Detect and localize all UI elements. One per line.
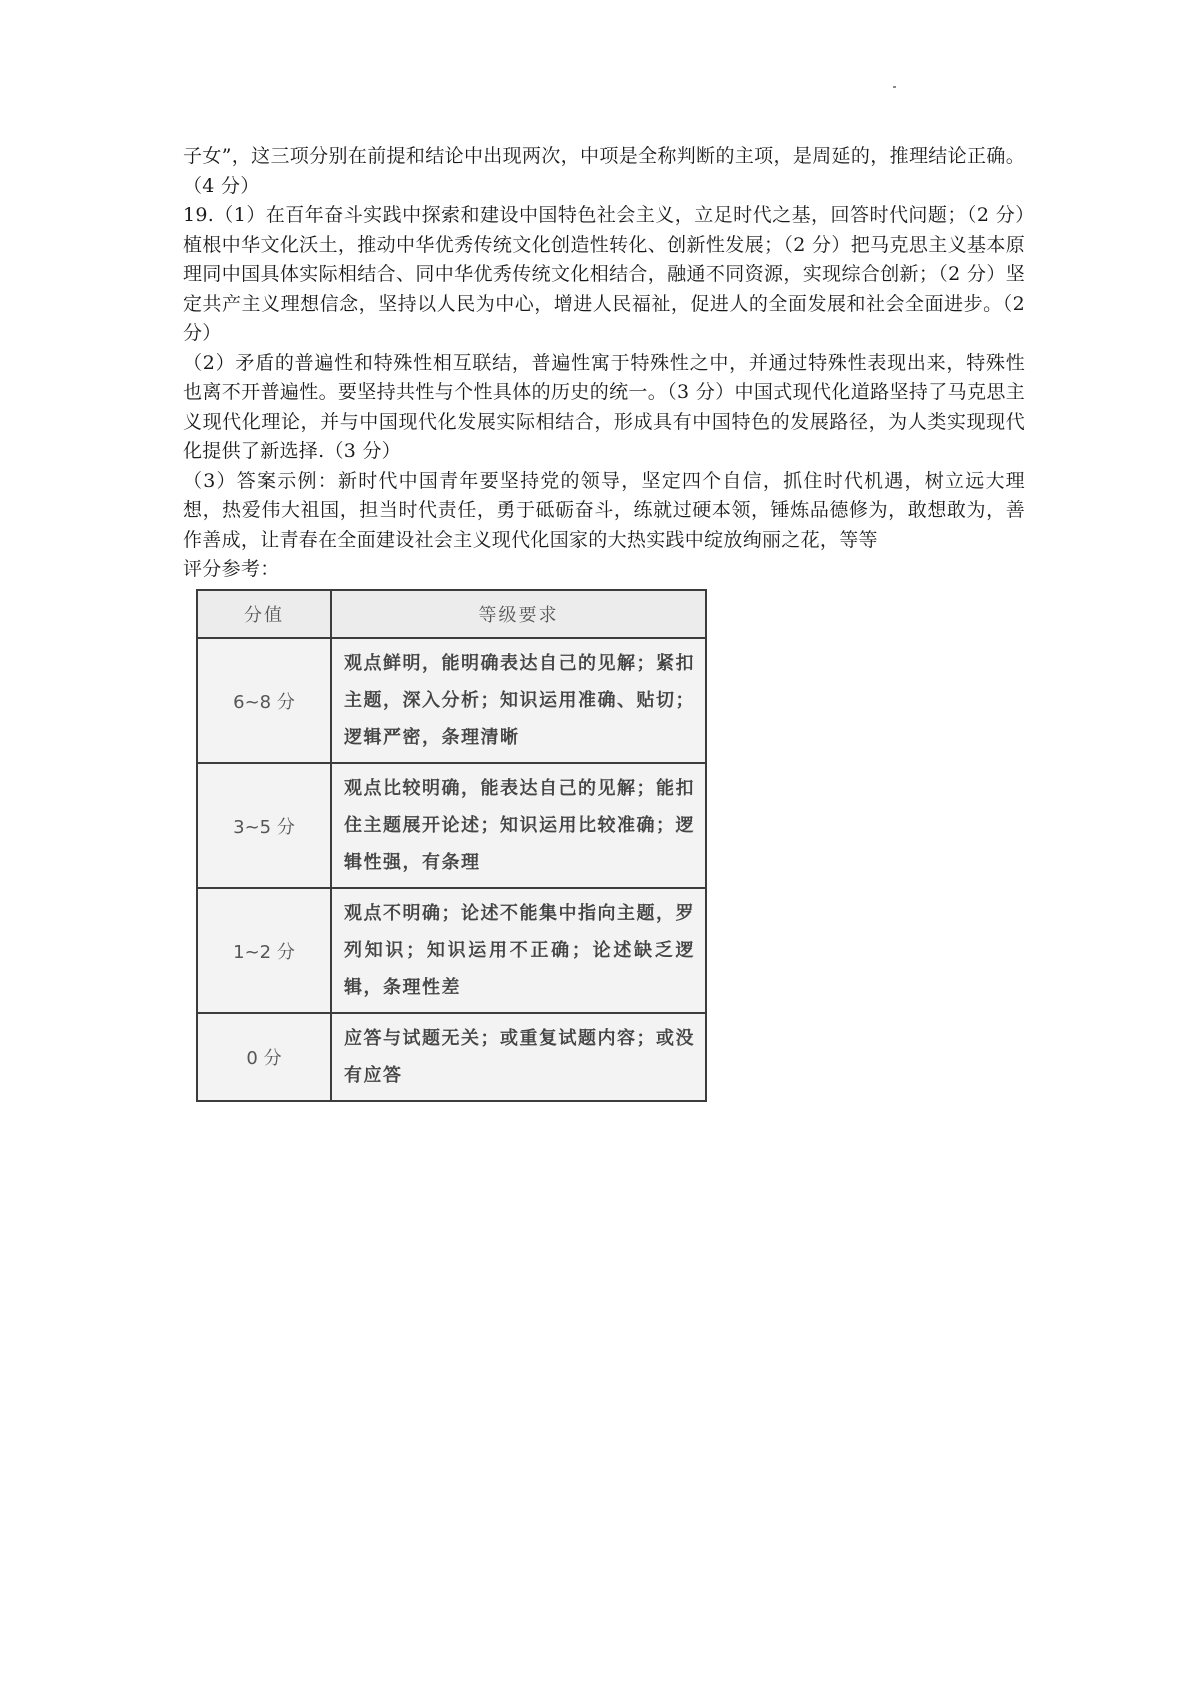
score-cell: 0 分 (197, 1013, 331, 1101)
header-score: 分值 (197, 590, 331, 638)
requirement-cell: 观点不明确；论述不能集中指向主题，罗列知识；知识运用不正确；论述缺乏逻辑，条理性差 (331, 888, 706, 1013)
scoring-label: 评分参考： (183, 558, 280, 580)
score-cell: 1~2 分 (197, 888, 331, 1013)
scan-dot (893, 86, 896, 88)
paragraph-18-conclusion: 子女”，这三项分别在前提和结论中出现两次，中项是全称判断的主项，是周延的，推理结论正确。（4 分） (183, 145, 1025, 197)
requirement-cell: 应答与试题无关；或重复试题内容；或没有应答 (331, 1013, 706, 1101)
table-row (197, 888, 706, 1013)
paragraph-19-part3: （3）答案示例：新时代中国青年要坚持党的领导，坚定四个自信，抓住时代机遇，树立远大理想，热爱伟大祖国，担当时代责任，勇于砥砺奋斗，练就过硬本领，锤炼品德修为，敢想敢为，善作善成，让青春在全面建设社会主义现代化国家的大热实践中绽放绚丽之花，等等 (183, 469, 1025, 551)
table-row (197, 1013, 706, 1101)
paragraph-19-part2: （2）矛盾的普遍性和特殊性相互联结，普遍性寓于特殊性之中，并通过特殊性表现出来，特殊性也离不开普遍性。要坚持共性与个性具体的历史的统一。（3 分）中国式现代化道路坚持了马克思主义现代化理论，并与中国现代化发展实际相结合，形成具有中国特色的发展路径，为人类实现现代化提供了新选择.（3 分） (183, 351, 1025, 462)
table-row (197, 763, 706, 888)
scoring-table (196, 589, 707, 1102)
score-cell: 6~8 分 (197, 638, 331, 763)
paragraph-19-part1: 19.（1）在百年奋斗实践中探索和建设中国特色社会主义，立足时代之基，回答时代问题；（2 分）植根中华文化沃土，推动中华优秀传统文化创造性转化、创新性发展；（2 分）把马克思主义基本原理同中国具体实际相结合、同中华优秀传统文化相结合，融通不同资源，实现综合创新；（2 分）坚定共产主义理想信念，坚持以人民为中心，增进人民福祉，促进人的全面发展和社会全面进步。（2 分） (183, 204, 1025, 344)
table-header-row (197, 590, 706, 638)
table-row (197, 638, 706, 763)
requirement-cell: 观点鲜明，能明确表达自己的见解；紧扣主题，深入分析；知识运用准确、贴切；逻辑严密，条理清晰 (331, 638, 706, 763)
answer-text (183, 142, 1025, 585)
score-cell: 3~5 分 (197, 763, 331, 888)
header-requirement: 等级要求 (331, 590, 706, 638)
requirement-cell: 观点比较明确，能表达自己的见解；能扣住主题展开论述；知识运用比较准确；逻辑性强，有条理 (331, 763, 706, 888)
